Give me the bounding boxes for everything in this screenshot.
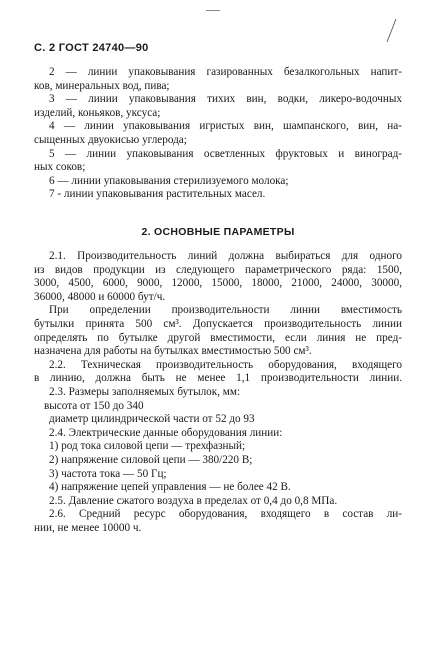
list-line: 6 — линии упаковывания стерилизуемого молока; (49, 174, 289, 187)
list-line: 5 — линии упаковывания осветленных фруктовых и виноград- (49, 147, 402, 160)
list-line: сыщенных двуокисью углерода; (34, 133, 187, 146)
paragraph-line: назначена для работы на бутылках вместимостью 500 см³. (34, 345, 312, 358)
section-title: 2. ОСНОВНЫЕ ПАРАМЕТРЫ (141, 226, 295, 238)
paragraph-line: 2.3. Размеры заполняемых бутылок, мм: (49, 385, 241, 398)
paragraph-line: из видов продукции из следующего параметрического ряда: 1500, (34, 263, 402, 276)
paragraph-line: 2.1. Производительность линий должна выбираться для одного (49, 250, 402, 262)
paragraph-line: нии, не менее 10000 ч. (34, 521, 142, 534)
paragraph-line: 2.6. Средний ресурс оборудования, входящего в состав ли- (49, 508, 402, 521)
paragraph-line: 1) род тока силовой цепи — трехфазный; (49, 440, 246, 453)
paragraph-line: 2.2. Техническая производительность оборудования, входящего (49, 358, 402, 371)
paragraph-line: определять по бутылке другой вместимости, если линия не пред- (34, 331, 402, 344)
pen-stroke-mark (384, 18, 398, 44)
list-line: 4 — линии упаковывания игристых вин, шампанского, вин, на- (49, 120, 402, 133)
paragraph-line: 3000, 4500, 6000, 9000, 12000, 15000, 18000, 21000, 24000, 30000, (34, 277, 402, 290)
paragraph-line: в линию, должна быть не менее 1,1 производительности линии. (34, 372, 402, 385)
section-body (34, 250, 402, 535)
paragraph-line: высота от 150 до 340 (44, 399, 144, 412)
page-header: С. 2 ГОСТ 24740—90 (34, 42, 149, 54)
paragraph-line: бутылки принята 500 см³. Допускается производительность линии (34, 317, 402, 330)
paragraph-line: 2.5. Давление сжатого воздуха в пределах от 0,4 до 0,8 МПа. (49, 494, 338, 507)
list-line: изделий, коньяков, уксуса; (34, 106, 161, 119)
scan-mark (206, 10, 220, 11)
list-line: 2 — линии упаковывания газированных безалкогольных напит- (49, 66, 402, 78)
list-line: ных соков; (34, 161, 86, 174)
list-line: ков, минеральных вод, пива; (34, 79, 170, 92)
paragraph-line: 2.4. Электрические данные оборудования линии: (49, 426, 283, 439)
paragraph-line: 36000, 48000 и 60000 бут/ч. (34, 290, 166, 303)
paragraph-line: 3) частота тока — 50 Гц; (49, 467, 167, 480)
list-line: 3 — линии упаковывания тихих вин, водки, ликеро-водочных (49, 93, 402, 106)
paragraph-line: диаметр цилиндрической части от 52 до 93 (49, 413, 255, 426)
paragraph-line: При определении производительности линии вместимость (49, 304, 402, 317)
list-line: 7 - линии упаковывания растительных масел. (49, 188, 266, 201)
paragraph-line: 2) напряжение силовой цепи — 380/220 В; (49, 453, 253, 466)
product-list (34, 66, 402, 202)
paragraph-line: 4) напряжение цепей управления — не более 42 В. (49, 481, 291, 494)
